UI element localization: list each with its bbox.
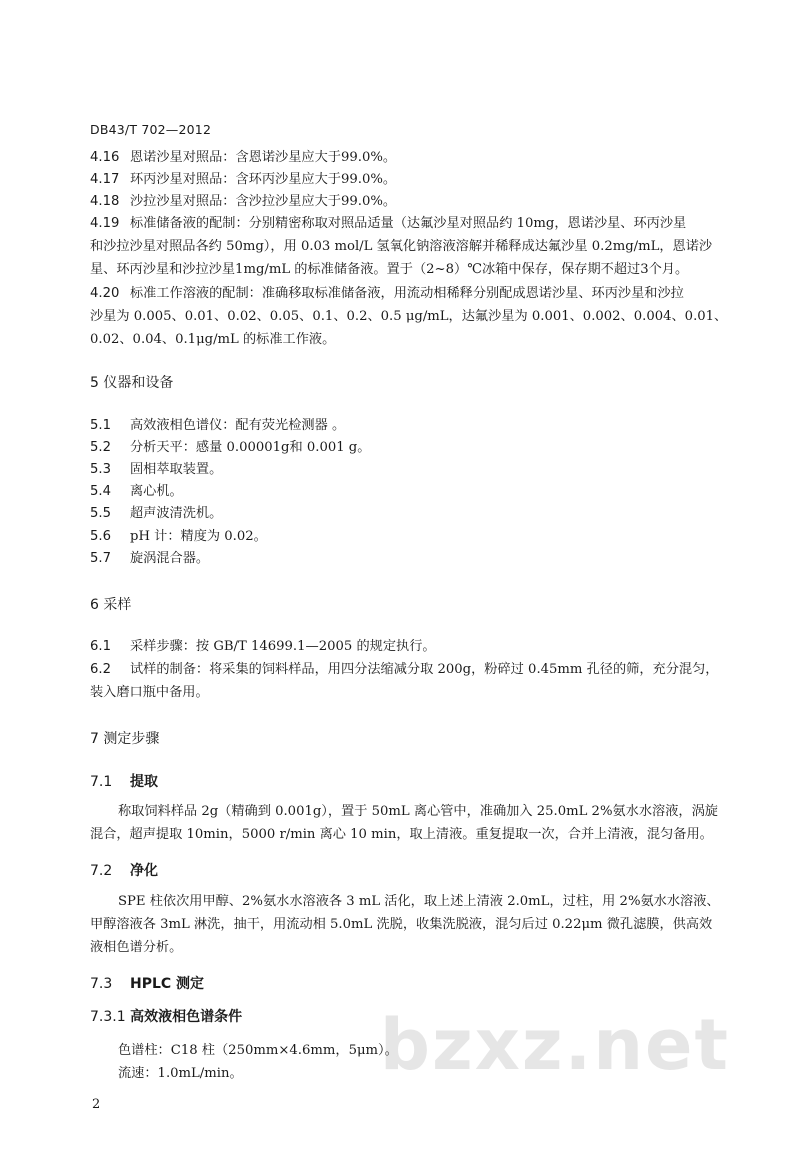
item-5-3 — [90, 459, 222, 481]
item-4-19-cont: 和沙拉沙星对照品各约 50mg），用 0.03 mol/L 氢氧化钠溶液溶解并稀释成达氟沙星 0.2mg/mL，恩诺沙 — [90, 239, 713, 254]
item-6-2 — [90, 659, 719, 681]
item-4-19-cont: 星、环丙沙星和沙拉沙星1mg/mL 的标准储备液。置于（2~8）℃冰箱中保存，保存期不超过3个月。 — [90, 262, 689, 277]
item-text: 恩诺沙星对照品：含恩诺沙星应大于99.0%。 — [130, 150, 397, 165]
item-4-20-cont: 沙星为 0.005、0.01、0.02、0.05、0.1、0.2、0.5 μg/mL，达氟沙星为 0.001、0.002、0.004、0.01、 — [90, 309, 728, 324]
item-number: 6.2 — [90, 662, 111, 677]
condition-flow-rate: 流速：1.0mL/min。 — [118, 1066, 243, 1081]
subsection-title: 提取 — [130, 774, 158, 790]
item-number: 5.6 — [90, 529, 111, 544]
item-6-2-cont: 装入磨口瓶中备用。 — [90, 685, 209, 700]
item-4-18 — [90, 191, 396, 213]
subsection-number: 7.3.1 — [90, 1009, 126, 1025]
subsection-title: HPLC 测定 — [130, 976, 205, 992]
item-text: 环丙沙星对照品：含环丙沙星应大于99.0%。 — [130, 172, 397, 187]
item-number: 4.18 — [90, 194, 120, 209]
item-number: 6.1 — [90, 639, 111, 654]
subsection-7-3-1-heading — [90, 1006, 242, 1026]
item-5-4 — [90, 481, 183, 503]
item-text: 分析天平：感量 0.00001g和 0.001 g。 — [130, 440, 371, 455]
subsection-number: 7.1 — [90, 774, 113, 790]
section-5-title: 5 仪器和设备 — [90, 375, 174, 391]
item-6-1 — [90, 636, 436, 658]
item-number: 5.2 — [90, 440, 111, 455]
item-text: 标准储备液的配制：分别精密称取对照品适量（达氟沙星对照品约 10mg，恩诺沙星、环丙沙星 — [130, 216, 687, 231]
item-text: 离心机。 — [130, 484, 183, 499]
subsection-title: 高效液相色谱条件 — [130, 1009, 243, 1025]
subsection-7-1-text-cont: 混合，超声提取 10min，5000 r/min 离心 10 min，取上清液。重复提取一次，合并上清液，混匀备用。 — [90, 827, 713, 842]
item-number: 5.4 — [90, 484, 111, 499]
standard-number: DB43/T 702—2012 — [90, 122, 212, 137]
subsection-number: 7.2 — [90, 863, 113, 879]
item-5-6 — [90, 526, 267, 548]
item-text: 高效液相色谱仪：配有荧光检测器 。 — [130, 418, 346, 433]
item-text: pH 计：精度为 0.02。 — [130, 529, 267, 544]
item-5-1 — [90, 415, 345, 437]
item-number: 4.19 — [90, 216, 120, 231]
item-text: 标准工作溶液的配制：准确移取标准储备液，用流动相稀释分别配成恩诺沙星、环丙沙星和沙拉 — [130, 286, 684, 301]
subsection-7-2-text-cont: 液相色谱分析。 — [90, 940, 183, 955]
item-number: 4.20 — [90, 286, 120, 301]
subsection-7-2-text: SPE 柱依次用甲醇、2%氨水水溶液各 3 mL 活化，取上述上清液 2.0mL，过柱，用 2%氨水水溶液、 — [118, 894, 720, 909]
watermark: bzxz.net — [379, 1004, 730, 1086]
section-7-title: 7 测定步骤 — [90, 731, 160, 747]
item-5-2 — [90, 437, 370, 459]
item-number: 4.17 — [90, 172, 120, 187]
subsection-7-2-text-cont: 甲醇溶液各 3mL 淋洗，抽干，用流动相 5.0mL 洗脱，收集洗脱液，混匀后过 0.22μm 微孔滤膜，供高效 — [90, 917, 713, 932]
item-4-17 — [90, 169, 396, 191]
item-number: 4.16 — [90, 150, 120, 165]
item-text: 固相萃取装置。 — [130, 462, 223, 477]
subsection-number: 7.3 — [90, 976, 113, 992]
item-number: 5.3 — [90, 462, 111, 477]
section-6-title: 6 采样 — [90, 597, 132, 613]
item-text: 沙拉沙星对照品：含沙拉沙星应大于99.0%。 — [130, 194, 397, 209]
subsection-7-3-heading — [90, 973, 204, 993]
item-4-20 — [90, 283, 684, 305]
item-5-7 — [90, 548, 209, 570]
condition-column: 色谱柱：C18 柱（250mm×4.6mm，5μm）。 — [118, 1043, 398, 1058]
page-number: 2 — [92, 1097, 101, 1112]
item-4-16 — [90, 147, 396, 169]
subsection-7-2-heading — [90, 860, 158, 880]
item-number: 5.7 — [90, 551, 111, 566]
item-text: 试样的制备：将采集的饲料样品，用四分法缩减分取 200g，粉碎过 0.45mm 孔径的筛，充分混匀， — [130, 662, 719, 677]
item-5-5 — [90, 503, 222, 525]
item-4-19 — [90, 213, 686, 235]
item-4-20-cont: 0.02、0.04、0.1μg/mL 的标准工作液。 — [90, 332, 336, 347]
subsection-7-1-text: 称取饲料样品 2g（精确到 0.001g），置于 50mL 离心管中，准确加入 25.0mL 2%氨水水溶液，涡旋 — [118, 804, 718, 819]
item-number: 5.5 — [90, 506, 111, 521]
subsection-7-1-heading — [90, 771, 158, 791]
subsection-title: 净化 — [130, 863, 158, 879]
item-text: 采样步骤：按 GB/T 14699.1—2005 的规定执行。 — [130, 639, 436, 654]
item-text: 超声波清洗机。 — [130, 506, 223, 521]
item-text: 旋涡混合器。 — [130, 551, 210, 566]
item-number: 5.1 — [90, 418, 111, 433]
